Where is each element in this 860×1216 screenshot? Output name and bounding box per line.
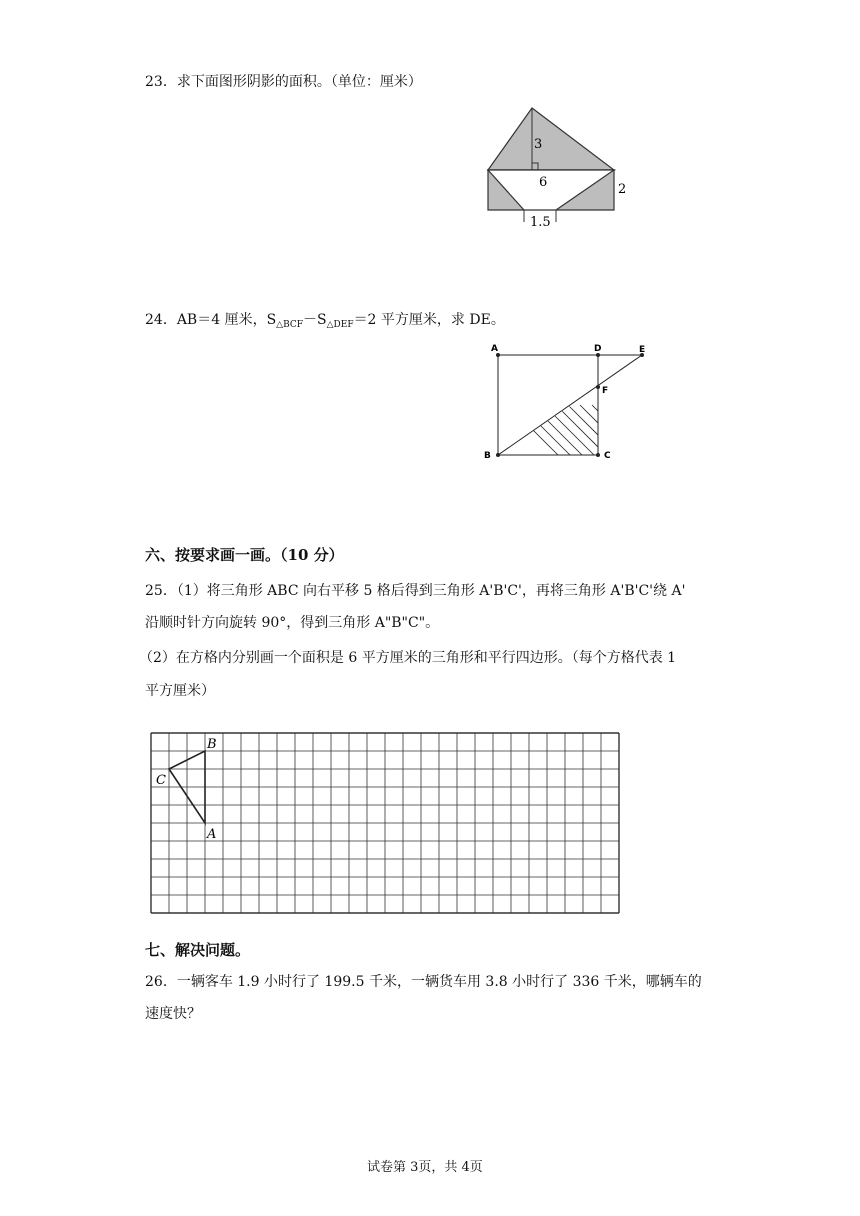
q24-label-d: D: [594, 344, 602, 354]
q24-square: [498, 355, 598, 455]
grid-label-a: A: [207, 827, 217, 842]
q25-line1: 25．（1）将三角形 ABC 向右平移 5 格后得到三角形 A'B'C'，再将三角形 A'B'C'绕 A': [145, 583, 686, 599]
q24-label-f: F: [602, 386, 609, 396]
q26-line1: 26．一辆客车 1.9 小时行了 199.5 千米，一辆货车用 3.8 小时行了 336 千米，哪辆车的: [145, 974, 702, 990]
q23-side-label: 2: [618, 182, 627, 197]
page-footer: 试卷第 3页，共 4页: [367, 1160, 483, 1175]
q25-grid: [150, 732, 630, 917]
q25-line4: 平方厘米）: [145, 683, 215, 699]
grid-label-b: B: [207, 737, 217, 752]
q23-text: 23．求下面图形阴影的面积。（单位：厘米）: [145, 74, 422, 90]
grid-lines: [151, 733, 619, 913]
q23-figure: [480, 100, 640, 235]
grid-label-c: C: [156, 773, 166, 788]
q24-hatching: [508, 405, 642, 455]
q23-top-triangle: [488, 108, 614, 170]
q24-label-c: C: [604, 451, 611, 461]
q23-gap-label: 1.5: [530, 215, 551, 230]
q24-text: 24．AB＝4 厘米，$S_{\triangle BCF}-S_{\triangle DEF}=2$ 平方厘米，求 DE。: [145, 312, 505, 330]
q23-width-label: 6: [539, 175, 548, 190]
q24-diagonal-be: [498, 355, 642, 455]
q25-line3: （2）在方格内分别画一个面积是 6 平方厘米的三角形和平行四边形。（每个方格代表 1: [139, 650, 677, 666]
q24-label-e: E: [639, 345, 646, 355]
q26-line2: 速度快？: [145, 1006, 201, 1022]
q25-line2: 沿顺时针方向旋转 90°，得到三角形 A"B"C"。: [145, 615, 440, 631]
q24-label-a: A: [491, 344, 498, 354]
section7-heading: 七、解决问题。: [145, 941, 251, 959]
q24-figure: [480, 340, 680, 470]
section6-heading: 六、按要求画一画。（10 分）: [145, 546, 344, 564]
q24-label-b: B: [484, 451, 491, 461]
q23-height-label: 3: [534, 137, 543, 152]
